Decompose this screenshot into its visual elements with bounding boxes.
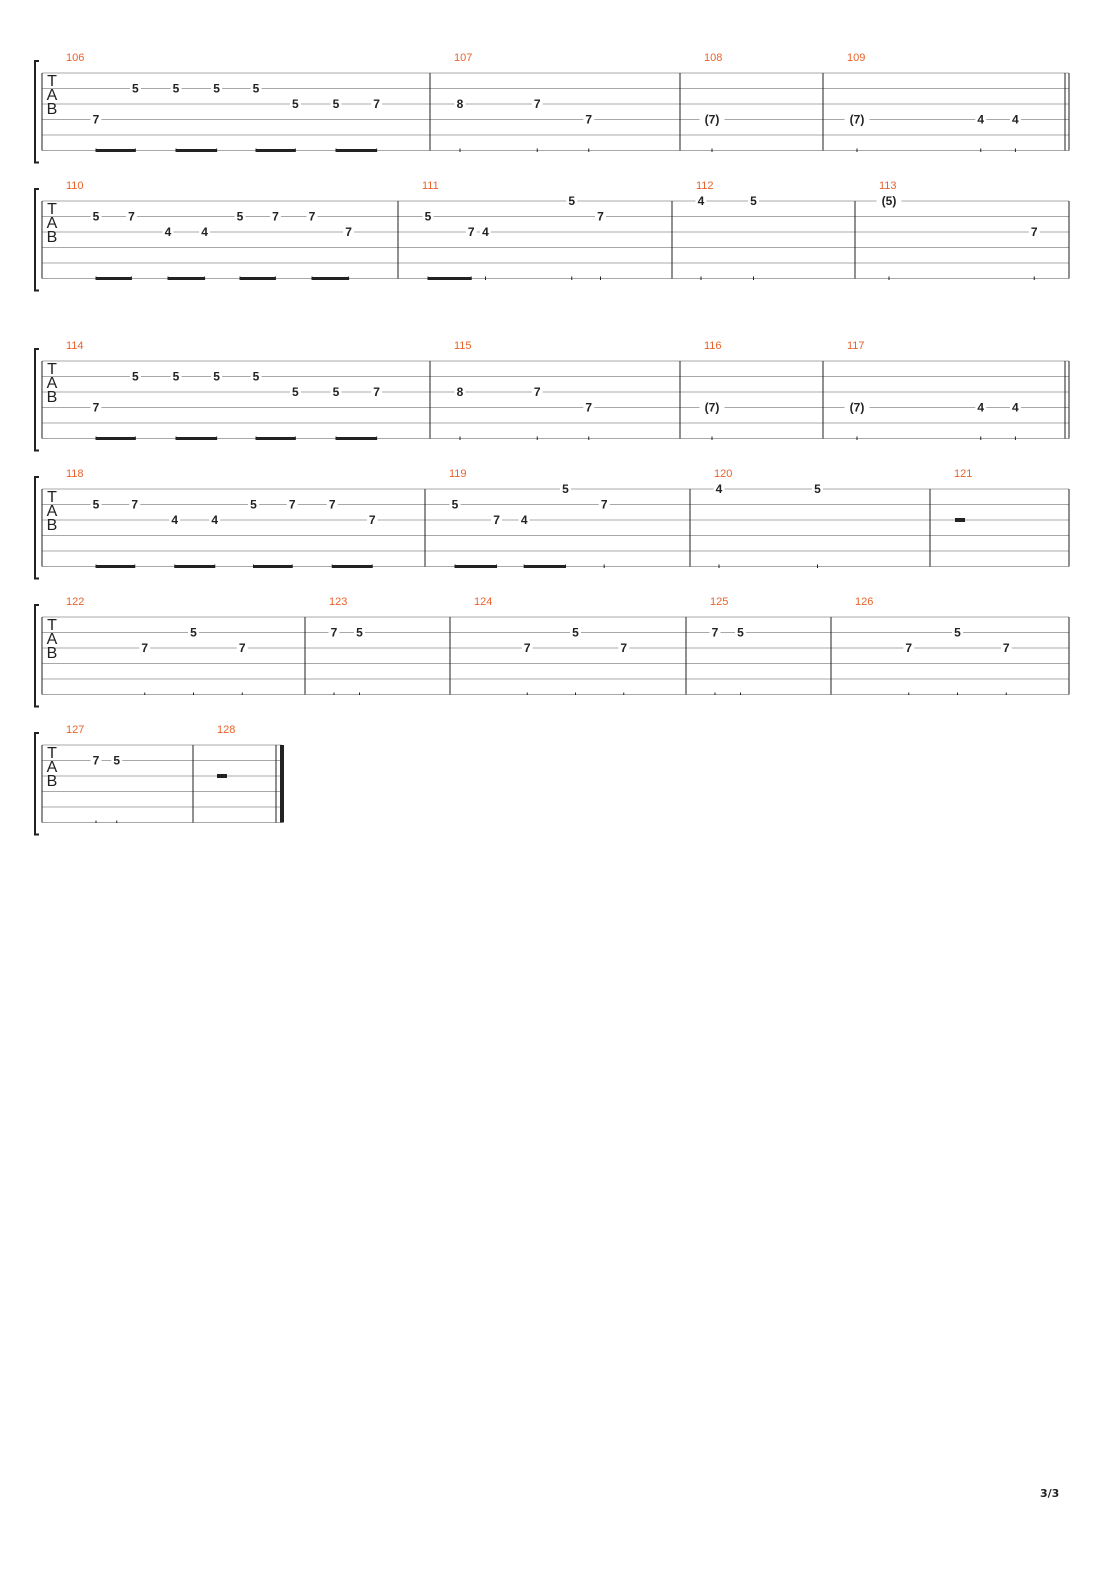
tab-system	[35, 180, 1069, 291]
fret-number: (7)	[704, 400, 720, 415]
fret-number: 7	[1030, 225, 1038, 239]
fret-number: (7)	[704, 112, 720, 127]
measure-number: 125	[710, 596, 729, 608]
system-bracket	[35, 349, 39, 451]
fret-number: 7	[373, 385, 380, 399]
fret-number: 5	[737, 625, 744, 640]
measure	[422, 180, 606, 280]
tab-clef-letter: B	[46, 517, 58, 534]
fret-number: 7	[620, 641, 628, 655]
beam	[332, 565, 372, 568]
fret-number: 7	[272, 209, 279, 224]
fret-number: 4	[164, 225, 172, 239]
fret-number: 4	[977, 400, 985, 415]
tab-clef-letter: B	[46, 773, 58, 790]
beam	[256, 149, 295, 152]
tab-clef-letter: A	[46, 631, 58, 648]
fret-number: 5	[132, 81, 139, 96]
tab-clef-letter: A	[46, 503, 58, 520]
fret-number: 7	[585, 400, 593, 415]
tab-clef-letter: B	[46, 101, 58, 118]
fret-number: 7	[288, 497, 296, 512]
fret-number: 4	[520, 513, 528, 527]
tab-system	[35, 724, 282, 835]
fret-number: 7	[92, 400, 100, 415]
system-bracket	[35, 733, 39, 835]
system-bracket	[35, 477, 39, 579]
fret-number: 5	[562, 482, 569, 496]
fret-number: 7	[523, 641, 531, 655]
system-bracket	[35, 61, 39, 163]
measure-number: 123	[329, 596, 348, 608]
fret-number: 7	[131, 497, 139, 512]
beam	[455, 565, 497, 568]
fret-number: 5	[332, 97, 340, 111]
measure-number: 126	[855, 596, 874, 608]
beam	[336, 149, 377, 152]
tab-clef-letter: A	[46, 215, 58, 232]
measure-number: 107	[454, 52, 473, 64]
measure-number: 116	[704, 340, 722, 352]
fret-number: 7	[533, 97, 541, 111]
fret-number: 7	[368, 513, 376, 527]
measure-number: 121	[954, 468, 973, 480]
measure	[66, 724, 122, 823]
tab-clef-letter: B	[46, 389, 58, 406]
fret-number: 8	[456, 385, 464, 399]
fret-number: 4	[1012, 112, 1019, 127]
measure-number: 110	[66, 180, 84, 192]
fret-number: 5	[172, 369, 180, 384]
fret-number: 4	[977, 112, 985, 127]
tab-system	[35, 340, 1069, 451]
measure	[66, 468, 378, 568]
tab-clef-letter: T	[47, 361, 57, 378]
measure	[449, 468, 610, 568]
measure-number: 106	[66, 52, 85, 64]
fret-number: 7	[600, 497, 608, 512]
fret-number: 7	[330, 625, 338, 640]
measure	[855, 596, 1012, 695]
beam	[176, 437, 217, 440]
fret-number: 5	[113, 753, 121, 768]
fret-number: (5)	[881, 194, 897, 208]
beam	[254, 565, 293, 568]
fret-number: 7	[467, 225, 475, 239]
fret-number: 5	[252, 369, 260, 384]
fret-number: 5	[954, 625, 961, 640]
fret-number: 7	[328, 497, 336, 512]
beam	[240, 277, 275, 280]
fret-number: 5	[252, 81, 260, 96]
fret-number: 5	[750, 194, 757, 208]
tab-clef-letter: A	[46, 87, 58, 104]
measure-number: 114	[66, 340, 84, 352]
fret-number: 7	[585, 112, 593, 127]
fret-number: 7	[141, 641, 149, 655]
fret-number: 4	[201, 225, 208, 239]
fret-number: 4	[171, 513, 179, 527]
measure	[696, 180, 760, 280]
measure-number: 112	[696, 180, 714, 192]
beam	[175, 565, 215, 568]
fret-number: 7	[128, 209, 135, 224]
measure-number: 117	[847, 340, 865, 352]
beam	[428, 277, 471, 280]
fret-number: 4	[1012, 400, 1019, 415]
measure-number: 124	[474, 596, 493, 608]
fret-number: 5	[568, 194, 576, 208]
fret-number: 5	[132, 369, 139, 384]
tab-system	[35, 52, 1069, 163]
beam	[312, 277, 349, 280]
fret-number: 7	[308, 209, 316, 224]
fret-number: 5	[213, 369, 220, 384]
measure	[700, 52, 725, 152]
fret-number: 4	[715, 482, 723, 496]
measure	[845, 340, 1021, 440]
fret-number: 5	[92, 497, 100, 512]
rest-symbol	[217, 774, 227, 778]
fret-number: 4	[697, 194, 705, 208]
fret-number: 5	[190, 625, 197, 640]
fret-number: 8	[456, 97, 464, 111]
fret-number: 5	[451, 497, 459, 512]
fret-number: 7	[373, 97, 380, 111]
measure	[217, 724, 235, 778]
page-number: 3/3	[1040, 1487, 1060, 1500]
beam	[96, 565, 135, 568]
fret-number: 7	[533, 385, 541, 399]
measure	[710, 596, 747, 695]
fret-number: 5	[92, 209, 100, 224]
measure	[954, 468, 972, 522]
system-bracket	[35, 605, 39, 707]
fret-number: 7	[92, 753, 100, 768]
fret-number: 5	[236, 209, 244, 224]
measure-number: 111	[422, 180, 439, 192]
fret-number: 7	[1002, 641, 1010, 655]
measure	[66, 596, 248, 695]
beam	[524, 565, 565, 568]
fret-number: (7)	[849, 112, 865, 127]
fret-number: 4	[211, 513, 219, 527]
rest-symbol	[955, 518, 965, 522]
beam	[336, 437, 377, 440]
fret-number: 5	[213, 81, 220, 96]
measure-number: 109	[847, 52, 866, 64]
fret-number: 5	[424, 209, 432, 224]
measure-number: 127	[66, 724, 85, 736]
tab-clef-letter: A	[46, 375, 58, 392]
measure-number: 128	[217, 724, 236, 736]
tab-clef-letter: T	[47, 489, 57, 506]
measure	[329, 596, 366, 695]
system-bracket	[35, 189, 39, 291]
fret-number: (7)	[849, 400, 865, 415]
fret-number: 7	[92, 112, 100, 127]
fret-number: 7	[597, 209, 604, 224]
tab-clef-letter: A	[46, 759, 58, 776]
fret-number: 7	[711, 625, 719, 640]
fret-number: 4	[482, 225, 489, 239]
beam	[256, 437, 295, 440]
fret-number: 5	[356, 625, 363, 640]
tab-clef-letter: T	[47, 201, 57, 218]
tab-clef-letter: B	[46, 645, 58, 662]
fret-number: 5	[332, 385, 340, 399]
beam	[176, 149, 217, 152]
tab-clef-letter: T	[47, 73, 57, 90]
fret-number: 5	[172, 81, 180, 96]
fret-number: 5	[292, 97, 299, 111]
fret-number: 7	[345, 225, 352, 239]
measure	[474, 596, 629, 695]
measure	[66, 340, 382, 440]
measure-number: 118	[66, 468, 84, 480]
fret-number: 7	[493, 513, 500, 527]
fret-number: 7	[238, 641, 246, 655]
measure	[66, 52, 382, 152]
fret-number: 5	[814, 482, 821, 496]
tab-clef-letter: B	[46, 229, 58, 246]
measure-number: 119	[449, 468, 467, 480]
measure	[877, 180, 1040, 280]
beam	[96, 437, 135, 440]
measure	[66, 180, 354, 280]
fret-number: 7	[905, 641, 913, 655]
tab-system	[35, 468, 1069, 579]
measure	[714, 468, 824, 568]
beam	[168, 277, 205, 280]
measure	[454, 52, 594, 152]
beam	[96, 277, 131, 280]
tab-clef-letter: T	[47, 617, 57, 634]
measure-number: 115	[454, 340, 472, 352]
measure-number: 120	[714, 468, 733, 480]
tab-clef-letter: T	[47, 745, 57, 762]
fret-number: 5	[292, 385, 299, 399]
fret-number: 5	[250, 497, 257, 512]
tab-system	[35, 596, 1069, 707]
measure-number: 113	[879, 180, 897, 192]
measure-number: 108	[704, 52, 723, 64]
measure-number: 122	[66, 596, 85, 608]
beam	[96, 149, 135, 152]
fret-number: 5	[572, 625, 579, 640]
measure	[454, 340, 594, 440]
measure	[845, 52, 1021, 152]
measure	[700, 340, 725, 440]
